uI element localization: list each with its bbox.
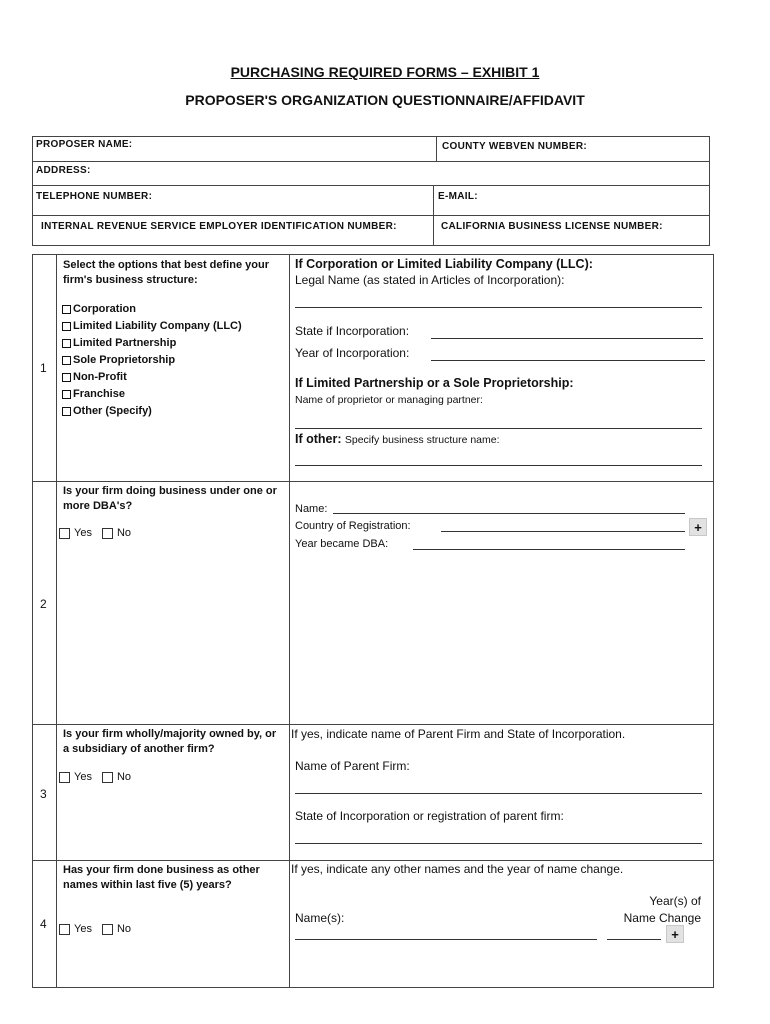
form-subtitle: PROPOSER'S ORGANIZATION QUESTIONNAIRE/AFFIDAVIT <box>185 92 585 108</box>
row-number: 2 <box>40 597 47 611</box>
year-change-label-1: Year(s) of <box>649 894 701 908</box>
dba-name-field[interactable] <box>333 513 685 514</box>
checkbox-icon[interactable] <box>62 339 71 348</box>
parent-firm-label: Name of Parent Firm: <box>295 759 410 773</box>
dba-year-field[interactable] <box>413 549 685 550</box>
dba-country-label: Country of Registration: <box>295 520 411 532</box>
legal-name-field[interactable] <box>295 307 702 308</box>
state-inc-label: State if Incorporation: <box>295 324 410 338</box>
checkbox-icon[interactable] <box>62 305 71 314</box>
q1-question: Select the options that best define your firm's business structure: <box>63 259 269 286</box>
irs-ein-label: INTERNAL REVENUE SERVICE EMPLOYER IDENTIFICATION NUMBER: <box>41 221 397 232</box>
q2-question: Is your firm doing business under one or more DBA's? <box>63 485 277 512</box>
checkbox-icon[interactable] <box>62 390 71 399</box>
yes-checkbox[interactable] <box>59 528 70 539</box>
former-name-field[interactable] <box>295 939 597 940</box>
q2-yes-no: Yes No <box>59 527 141 539</box>
year-inc-label: Year of Incorporation: <box>295 346 410 360</box>
option-limited-partnership[interactable]: Limited Partnership <box>62 335 242 352</box>
parent-firm-field[interactable] <box>295 793 702 794</box>
state-inc-field[interactable] <box>431 338 703 339</box>
proposer-info-table <box>32 136 710 246</box>
divider <box>33 161 709 162</box>
llc-heading: If Corporation or Limited Liability Company (LLC): <box>295 257 593 271</box>
option-llc[interactable]: Limited Liability Company (LLC) <box>62 318 242 335</box>
checkbox-icon[interactable] <box>62 407 71 416</box>
names-label: Name(s): <box>295 911 345 925</box>
row-number: 1 <box>40 361 47 375</box>
form-title: PURCHASING REQUIRED FORMS – EXHIBIT 1 <box>230 64 540 80</box>
ca-license-label: CALIFORNIA BUSINESS LICENSE NUMBER: <box>441 221 663 232</box>
no-checkbox[interactable] <box>102 528 113 539</box>
parent-state-label: State of Incorporation or registration of parent firm: <box>295 809 564 823</box>
divider <box>33 185 709 186</box>
no-checkbox[interactable] <box>102 924 113 935</box>
questionnaire-grid <box>32 254 714 988</box>
divider <box>433 215 434 245</box>
parent-state-field[interactable] <box>295 843 702 844</box>
q4-question: Has your firm done business as other names within last five (5) years? <box>63 864 260 891</box>
checkbox-icon[interactable] <box>62 373 71 382</box>
q3-yes-no: Yes No <box>59 771 141 783</box>
row-number: 3 <box>40 787 47 801</box>
year-change-label-2: Name Change <box>623 911 701 925</box>
proposer-name-label: PROPOSER NAME: <box>36 139 133 150</box>
divider <box>56 255 57 987</box>
option-non-profit[interactable]: Non-Profit <box>62 369 242 386</box>
q3-instruction: If yes, indicate name of Parent Firm and State of Incorporation. <box>291 727 626 741</box>
option-sole-proprietorship[interactable]: Sole Proprietorship <box>62 352 242 369</box>
yes-checkbox[interactable] <box>59 924 70 935</box>
divider <box>33 860 713 861</box>
no-checkbox[interactable] <box>102 772 113 783</box>
email-label: E-MAIL: <box>438 191 478 202</box>
divider <box>33 724 713 725</box>
year-inc-field[interactable] <box>431 360 705 361</box>
proprietor-label: Name of proprietor or managing partner: <box>295 394 483 406</box>
name-change-year-field[interactable] <box>607 939 661 940</box>
divider <box>433 185 434 215</box>
option-corporation[interactable]: Corporation <box>62 301 242 318</box>
divider <box>289 255 290 987</box>
proprietor-field[interactable] <box>295 428 702 429</box>
checkbox-icon[interactable] <box>62 322 71 331</box>
legal-name-label: Legal Name (as stated in Articles of Incorporation): <box>295 273 565 287</box>
dba-year-label: Year became DBA: <box>295 538 389 550</box>
divider <box>436 137 437 161</box>
address-label: ADDRESS: <box>36 165 91 176</box>
q4-instruction: If yes, indicate any other names and the year of name change. <box>291 862 624 876</box>
add-dba-button[interactable]: + <box>689 518 707 536</box>
divider <box>33 215 709 216</box>
row-number: 4 <box>40 917 47 931</box>
add-name-button[interactable]: + <box>666 925 684 943</box>
option-franchise[interactable]: Franchise <box>62 386 242 403</box>
q1-options <box>62 301 242 420</box>
checkbox-icon[interactable] <box>62 356 71 365</box>
q3-question: Is your firm wholly/majority owned by, or a subsidiary of another firm? <box>63 728 277 755</box>
q4-yes-no: Yes No <box>59 923 141 935</box>
county-webven-label: COUNTY WEBVEN NUMBER: <box>442 141 588 152</box>
lp-heading: If Limited Partnership or a Sole Proprietorship: <box>295 376 574 390</box>
dba-country-field[interactable] <box>441 531 685 532</box>
telephone-label: TELEPHONE NUMBER: <box>36 191 153 202</box>
other-structure-field[interactable] <box>295 465 702 466</box>
yes-checkbox[interactable] <box>59 772 70 783</box>
dba-name-label: Name: <box>295 503 328 515</box>
other-structure: If other: Specify business structure name: <box>295 432 500 446</box>
divider <box>33 481 713 482</box>
option-other[interactable]: Other (Specify) <box>62 403 242 420</box>
